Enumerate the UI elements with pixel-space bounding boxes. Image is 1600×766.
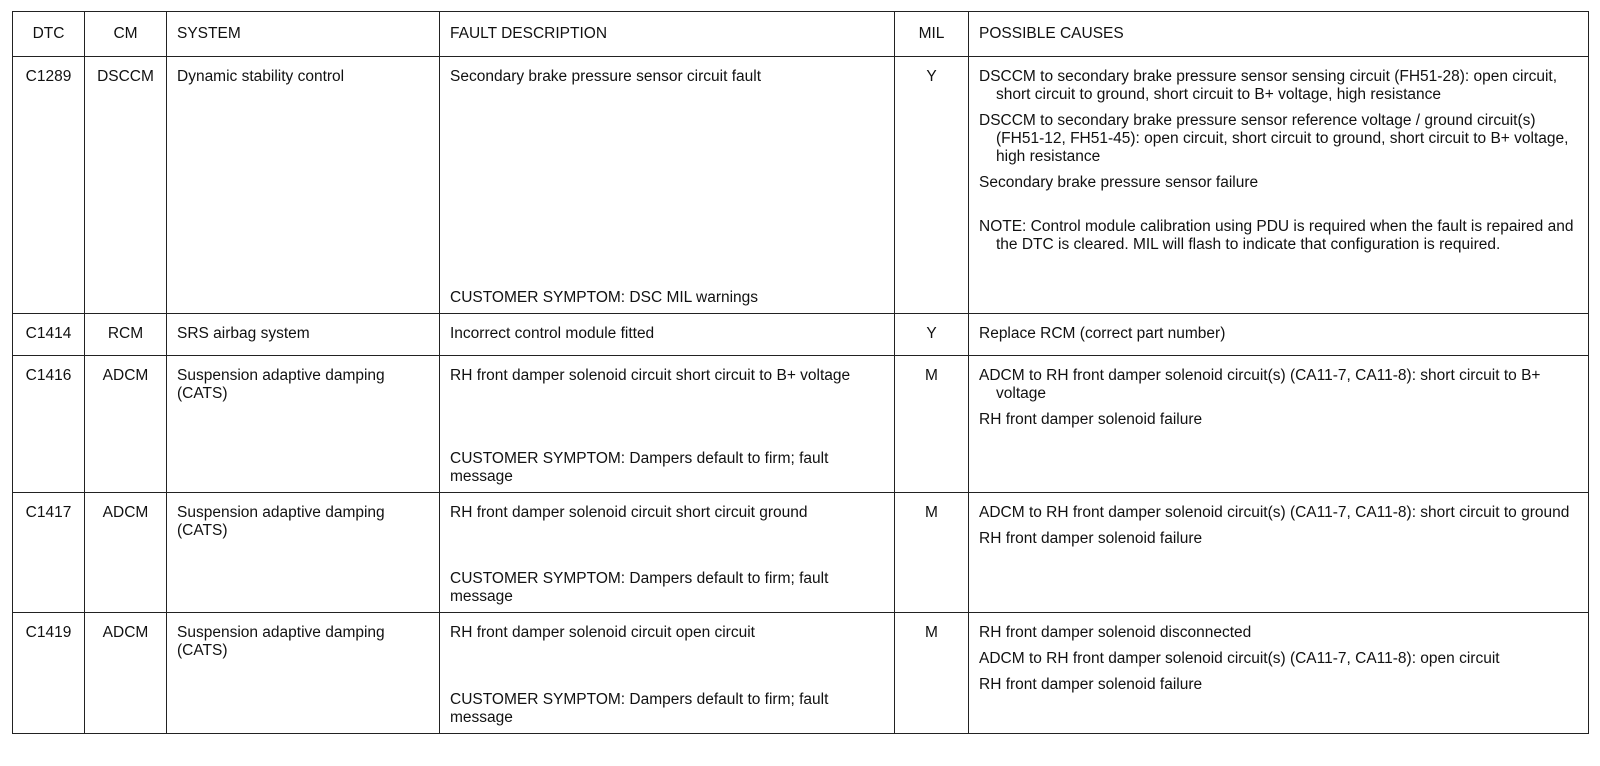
control-module-cell: DSCCM [85, 57, 167, 314]
cause-item: ADCM to RH front damper solenoid circuit(s) (CA11-7, CA11-8): short circuit to ground [979, 504, 1570, 521]
header-fault-description: FAULT DESCRIPTION [440, 12, 895, 57]
control-module-cell: ADCM [85, 493, 167, 613]
system-cell: Suspension adaptive damping (CATS) [167, 493, 440, 613]
table-row [13, 57, 1589, 314]
cause-item: RH front damper solenoid failure [979, 411, 1203, 428]
dtc-table [12, 11, 1589, 734]
fault-text: RH front damper solenoid circuit open circuit [450, 624, 755, 641]
fault-description-cell [440, 356, 895, 493]
customer-symptom: CUSTOMER SYMPTOM: Dampers default to firm; fault message [450, 570, 829, 605]
dtc-code-cell: C1417 [13, 493, 85, 613]
possible-causes-cell [969, 613, 1589, 734]
cause-item: DSCCM to secondary brake pressure sensor sensing circuit (FH51-28): open circuit, short circuit to ground, short circuit to B+ voltage, high resistance [979, 68, 1558, 103]
cause-item: DSCCM to secondary brake pressure sensor reference voltage / ground circuit(s) (FH51-12, FH51-45): open circuit, short circuit to ground, short circuit to B+ voltage, high resistance [979, 112, 1569, 165]
dtc-code-cell: C1419 [13, 613, 85, 734]
control-module-cell: ADCM [85, 356, 167, 493]
system-cell: SRS airbag system [167, 314, 440, 356]
cause-item: ADCM to RH front damper solenoid circuit(s) (CA11-7, CA11-8): open circuit [979, 650, 1500, 667]
customer-symptom: CUSTOMER SYMPTOM: DSC MIL warnings [450, 289, 759, 306]
table-row [13, 493, 1589, 613]
cause-item: RH front damper solenoid failure [979, 676, 1203, 693]
cause-item: Replace RCM (correct part number) [979, 325, 1226, 342]
system-cell: Dynamic stability control [167, 57, 440, 314]
cause-item: RH front damper solenoid disconnected [979, 624, 1252, 641]
header-system: SYSTEM [167, 12, 440, 57]
fault-text: RH front damper solenoid circuit short circuit ground [450, 504, 808, 521]
header-possible-causes: POSSIBLE CAUSES [969, 12, 1589, 57]
dtc-code-cell: C1416 [13, 356, 85, 493]
cause-item: RH front damper solenoid failure [979, 530, 1203, 547]
control-module-cell: ADCM [85, 613, 167, 734]
customer-symptom: CUSTOMER SYMPTOM: Dampers default to firm; fault message [450, 691, 829, 726]
mil-cell: M [895, 356, 969, 493]
mil-cell: M [895, 493, 969, 613]
cause-item: ADCM to RH front damper solenoid circuit(s) (CA11-7, CA11-8): short circuit to B+ voltage [979, 367, 1541, 402]
customer-symptom: CUSTOMER SYMPTOM: Dampers default to firm; fault message [450, 450, 829, 485]
possible-causes-cell [969, 57, 1589, 314]
fault-text: RH front damper solenoid circuit short circuit to B+ voltage [450, 367, 851, 384]
table-row [13, 314, 1589, 356]
table-row [13, 613, 1589, 734]
fault-description-cell [440, 613, 895, 734]
table-header-row [13, 12, 1589, 57]
dtc-code-cell: C1289 [13, 57, 85, 314]
control-module-cell: RCM [85, 314, 167, 356]
dtc-code-cell: C1414 [13, 314, 85, 356]
fault-text: Incorrect control module fitted [450, 325, 655, 342]
cause-item: Secondary brake pressure sensor failure [979, 174, 1259, 191]
fault-description-cell [440, 493, 895, 613]
system-cell: Suspension adaptive damping (CATS) [167, 356, 440, 493]
mil-cell: Y [895, 57, 969, 314]
fault-description-cell [440, 314, 895, 356]
system-cell: Suspension adaptive damping (CATS) [167, 613, 440, 734]
mil-cell: M [895, 613, 969, 734]
mil-cell: Y [895, 314, 969, 356]
possible-causes-cell [969, 493, 1589, 613]
header-dtc: DTC [13, 12, 85, 57]
possible-causes-cell [969, 356, 1589, 493]
possible-causes-cell [969, 314, 1589, 356]
table-row [13, 356, 1589, 493]
fault-text: Secondary brake pressure sensor circuit fault [450, 68, 762, 85]
fault-description-cell [440, 57, 895, 314]
header-cm: CM [85, 12, 167, 57]
header-mil: MIL [895, 12, 969, 57]
calibration-note: NOTE: Control module calibration using PDU is required when the fault is repaired and the DTC is cleared. MIL will flash to indicate that configuration is required. [979, 218, 1574, 253]
